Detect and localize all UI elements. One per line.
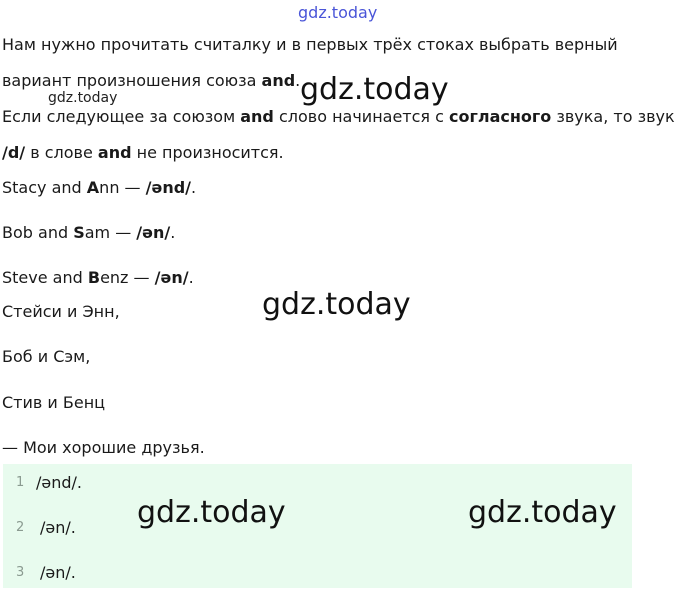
rhyme-text: . (170, 223, 176, 242)
rhyme-ru-line: Боб и Сэм, (2, 347, 91, 366)
rhyme-text: Steve and (2, 268, 88, 287)
bold-letter: B (87, 268, 101, 287)
rhyme-ru-line: Стив и Бенц (2, 393, 106, 412)
rhyme-text: Bob and (2, 223, 74, 242)
bold-word: /d/ (2, 143, 26, 162)
intro-line-1 (2, 35, 618, 55)
watermark-big: gdz.today (468, 495, 617, 530)
bold-word: and (261, 71, 296, 90)
transcription: /ən/ (136, 223, 171, 242)
rhyme-text: Stacy and (2, 178, 87, 197)
answer-text: /ən/. (40, 563, 76, 582)
answer-number: 3 (16, 565, 25, 580)
rhyme-text: nn — (99, 178, 146, 197)
bold-word: согласного (449, 107, 552, 126)
rule-text: в слове (25, 143, 98, 162)
rhyme-en-line (2, 178, 196, 198)
bold-word: and (240, 107, 274, 126)
intro-text: Нам нужно прочитать считалку и в первых трёх стоках выбрать верный (2, 35, 618, 54)
rule-line-2 (2, 143, 284, 163)
rule-text: звука, то звук (551, 107, 675, 126)
rule-text: не произносится. (131, 143, 284, 162)
answer-number: 1 (16, 475, 25, 490)
rule-text: слово начинается с (273, 107, 450, 126)
rhyme-en-line (2, 268, 194, 288)
rhyme-ru-line: — Мои хорошие друзья. (2, 438, 205, 457)
rhyme-text: am — (84, 223, 137, 242)
watermark-big: gdz.today (137, 495, 286, 530)
rhyme-text: enz — (100, 268, 155, 287)
transcription: /ənd/ (145, 178, 192, 197)
rule-line-1 (2, 107, 675, 127)
bold-letter: S (73, 223, 85, 242)
watermark-small: gdz.today (48, 90, 118, 106)
answer-text: /ən/. (40, 518, 76, 537)
watermark-top: gdz.today (298, 3, 378, 22)
answer-text: /ənd/. (36, 473, 83, 492)
bold-letter: A (86, 178, 100, 197)
rhyme-text: . (191, 178, 197, 197)
rhyme-text: . (188, 268, 194, 287)
watermark-big: gdz.today (262, 287, 411, 322)
intro-text: . (295, 71, 301, 90)
intro-text: вариант произношения союза (2, 71, 262, 90)
rhyme-en-line (2, 223, 175, 243)
intro-line-2 (2, 71, 300, 91)
transcription: /ən/ (154, 268, 189, 287)
rhyme-ru-line: Стейси и Энн, (2, 302, 120, 321)
rule-text: Если следующее за союзом (2, 107, 241, 126)
bold-word: and (97, 143, 132, 162)
watermark-big: gdz.today (300, 72, 449, 107)
answer-number: 2 (16, 520, 25, 535)
